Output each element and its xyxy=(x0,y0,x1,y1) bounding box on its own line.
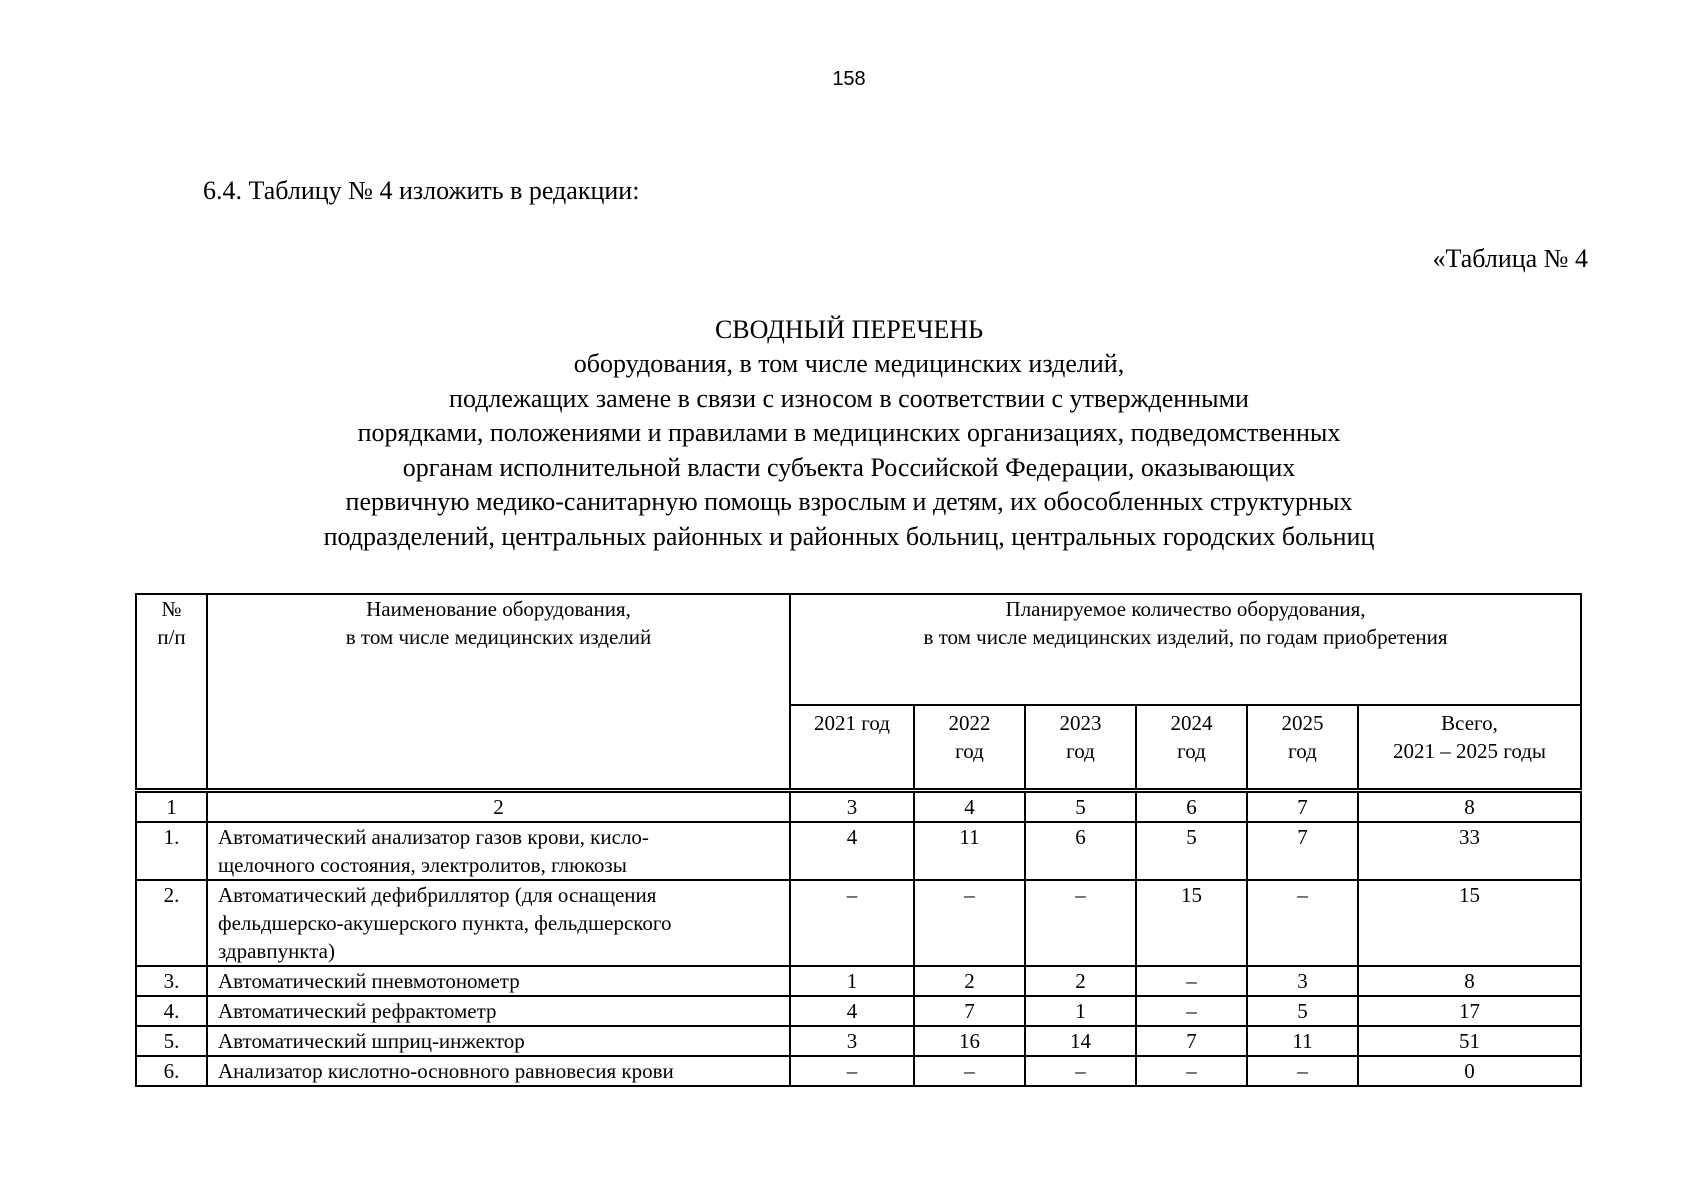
header-year-text: 2025 xyxy=(1281,711,1324,735)
row-value-2023: – xyxy=(1025,1056,1136,1086)
column-number: 8 xyxy=(1358,790,1581,822)
row-value-2023: 6 xyxy=(1025,822,1136,880)
row-total: 0 xyxy=(1358,1056,1581,1086)
header-row xyxy=(136,594,1581,705)
row-value-2022: 7 xyxy=(914,996,1025,1026)
header-year-text: год xyxy=(1288,739,1317,763)
header-year-text: 2021 год xyxy=(814,711,890,735)
header-year-text: год xyxy=(955,739,984,763)
row-total: 17 xyxy=(1358,996,1581,1026)
row-value-2024: 7 xyxy=(1136,1026,1247,1056)
header-total-text: 2021 – 2025 годы xyxy=(1392,739,1547,763)
row-value-2021: – xyxy=(790,880,914,966)
row-value-2025: 5 xyxy=(1247,996,1358,1026)
row-number: 5. xyxy=(136,1026,207,1056)
table-label: «Таблица № 4 xyxy=(1432,244,1588,273)
header-name-line: Наименование оборудования, xyxy=(366,597,631,621)
row-value-2025: 3 xyxy=(1247,966,1358,996)
row-name xyxy=(207,822,790,880)
document-title xyxy=(0,312,1698,555)
header-total-text: Всего, xyxy=(1441,711,1498,735)
table-row xyxy=(136,1056,1581,1086)
header-planned-line: Планируемое количество оборудования, xyxy=(1005,597,1366,621)
row-value-2025: – xyxy=(1247,1056,1358,1086)
row-value-2022: – xyxy=(914,1056,1025,1086)
row-number: 2. xyxy=(136,880,207,966)
header-year-text: год xyxy=(1066,739,1095,763)
table-row xyxy=(136,1026,1581,1056)
row-value-2023: 1 xyxy=(1025,996,1136,1026)
column-number: 1 xyxy=(136,790,207,822)
row-value-2025: – xyxy=(1247,880,1358,966)
row-value-2024: 5 xyxy=(1136,822,1247,880)
row-value-2022: – xyxy=(914,880,1025,966)
title-line: органам исполнительной власти субъекта Российской Федерации, оказывающих xyxy=(402,452,1296,482)
page-number: 158 xyxy=(832,68,866,90)
header-num-line: № xyxy=(161,597,182,621)
row-value-2025: 7 xyxy=(1247,822,1358,880)
header-year-2022 xyxy=(914,705,1025,790)
instruction-text: 6.4. Таблицу № 4 изложить в редакции: xyxy=(203,176,640,205)
row-name: Анализатор кислотно-основного равновесия крови xyxy=(207,1056,790,1086)
row-name-line: Автоматический анализатор газов крови, кисло- xyxy=(218,824,649,849)
column-number: 2 xyxy=(207,790,790,822)
header-name-cell xyxy=(207,594,790,790)
row-value-2021: 1 xyxy=(790,966,914,996)
row-value-2021: – xyxy=(790,1056,914,1086)
row-value-2023: 2 xyxy=(1025,966,1136,996)
title-main: СВОДНЫЙ ПЕРЕЧЕНЬ xyxy=(714,315,984,344)
row-total: 15 xyxy=(1358,880,1581,966)
row-name xyxy=(207,880,790,966)
row-number: 4. xyxy=(136,996,207,1026)
header-year-2021 xyxy=(790,705,914,790)
table-row xyxy=(136,966,1581,996)
header-year-text: год xyxy=(1177,739,1206,763)
row-total: 8 xyxy=(1358,966,1581,996)
table-row xyxy=(136,996,1581,1026)
table-row xyxy=(136,880,1581,966)
row-number: 6. xyxy=(136,1056,207,1086)
header-year-text: 2024 xyxy=(1170,711,1213,735)
row-number: 3. xyxy=(136,966,207,996)
row-number: 1. xyxy=(136,822,207,880)
title-line: подлежащих замене в связи с износом в соответствии с утвержденными xyxy=(449,383,1249,413)
column-number: 3 xyxy=(790,790,914,822)
row-value-2021: 4 xyxy=(790,996,914,1026)
column-number: 7 xyxy=(1247,790,1358,822)
header-year-2025 xyxy=(1247,705,1358,790)
equipment-table xyxy=(135,593,1582,1087)
row-value-2022: 2 xyxy=(914,966,1025,996)
header-year-2024 xyxy=(1136,705,1247,790)
row-value-2023: – xyxy=(1025,880,1136,966)
table-row xyxy=(136,822,1581,880)
row-name: Автоматический пневмотонометр xyxy=(207,966,790,996)
header-num-cell xyxy=(136,594,207,790)
row-value-2023: 14 xyxy=(1025,1026,1136,1056)
title-line: оборудования, в том числе медицинских изделий, xyxy=(573,349,1125,378)
header-year-text: 2023 xyxy=(1059,711,1102,735)
header-num-line: п/п xyxy=(157,625,186,649)
title-line: подразделений, центральных районных и районных больниц, центральных городских больниц xyxy=(323,521,1375,551)
row-total: 51 xyxy=(1358,1026,1581,1056)
row-name-line: щелочного состояния, электролитов, глюкозы xyxy=(218,852,627,877)
title-line: порядками, положениями и правилами в медицинских организациях, подведомственных xyxy=(357,418,1341,448)
row-value-2021: 3 xyxy=(790,1026,914,1056)
column-number: 5 xyxy=(1025,790,1136,822)
title-line: первичную медико-санитарную помощь взрослым и детям, их обособленных структурных xyxy=(345,487,1353,517)
row-value-2024: – xyxy=(1136,1056,1247,1086)
column-number: 4 xyxy=(914,790,1025,822)
header-year-2023 xyxy=(1025,705,1136,790)
row-value-2022: 11 xyxy=(914,822,1025,880)
header-year-text: 2022 xyxy=(948,711,991,735)
row-name-line: здравпункта) xyxy=(218,938,335,963)
column-numbers-row xyxy=(136,790,1581,822)
row-value-2024: – xyxy=(1136,966,1247,996)
row-value-2022: 16 xyxy=(914,1026,1025,1056)
row-name-line: Автоматический дефибриллятор (для оснащения xyxy=(218,882,657,907)
row-total: 33 xyxy=(1358,822,1581,880)
header-total xyxy=(1358,705,1581,790)
row-value-2024: – xyxy=(1136,996,1247,1026)
row-name: Автоматический рефрактометр xyxy=(207,996,790,1026)
row-value-2021: 4 xyxy=(790,822,914,880)
row-name: Автоматический шприц-инжектор xyxy=(207,1026,790,1056)
header-planned-line: в том числе медицинских изделий, по годам приобретения xyxy=(923,625,1448,649)
header-planned-cell xyxy=(790,594,1581,705)
header-name-line: в том числе медицинских изделий xyxy=(345,625,652,649)
column-number: 6 xyxy=(1136,790,1247,822)
row-value-2025: 11 xyxy=(1247,1026,1358,1056)
row-name-line: фельдшерско-акушерского пункта, фельдшерского xyxy=(218,910,672,935)
row-value-2024: 15 xyxy=(1136,880,1247,966)
